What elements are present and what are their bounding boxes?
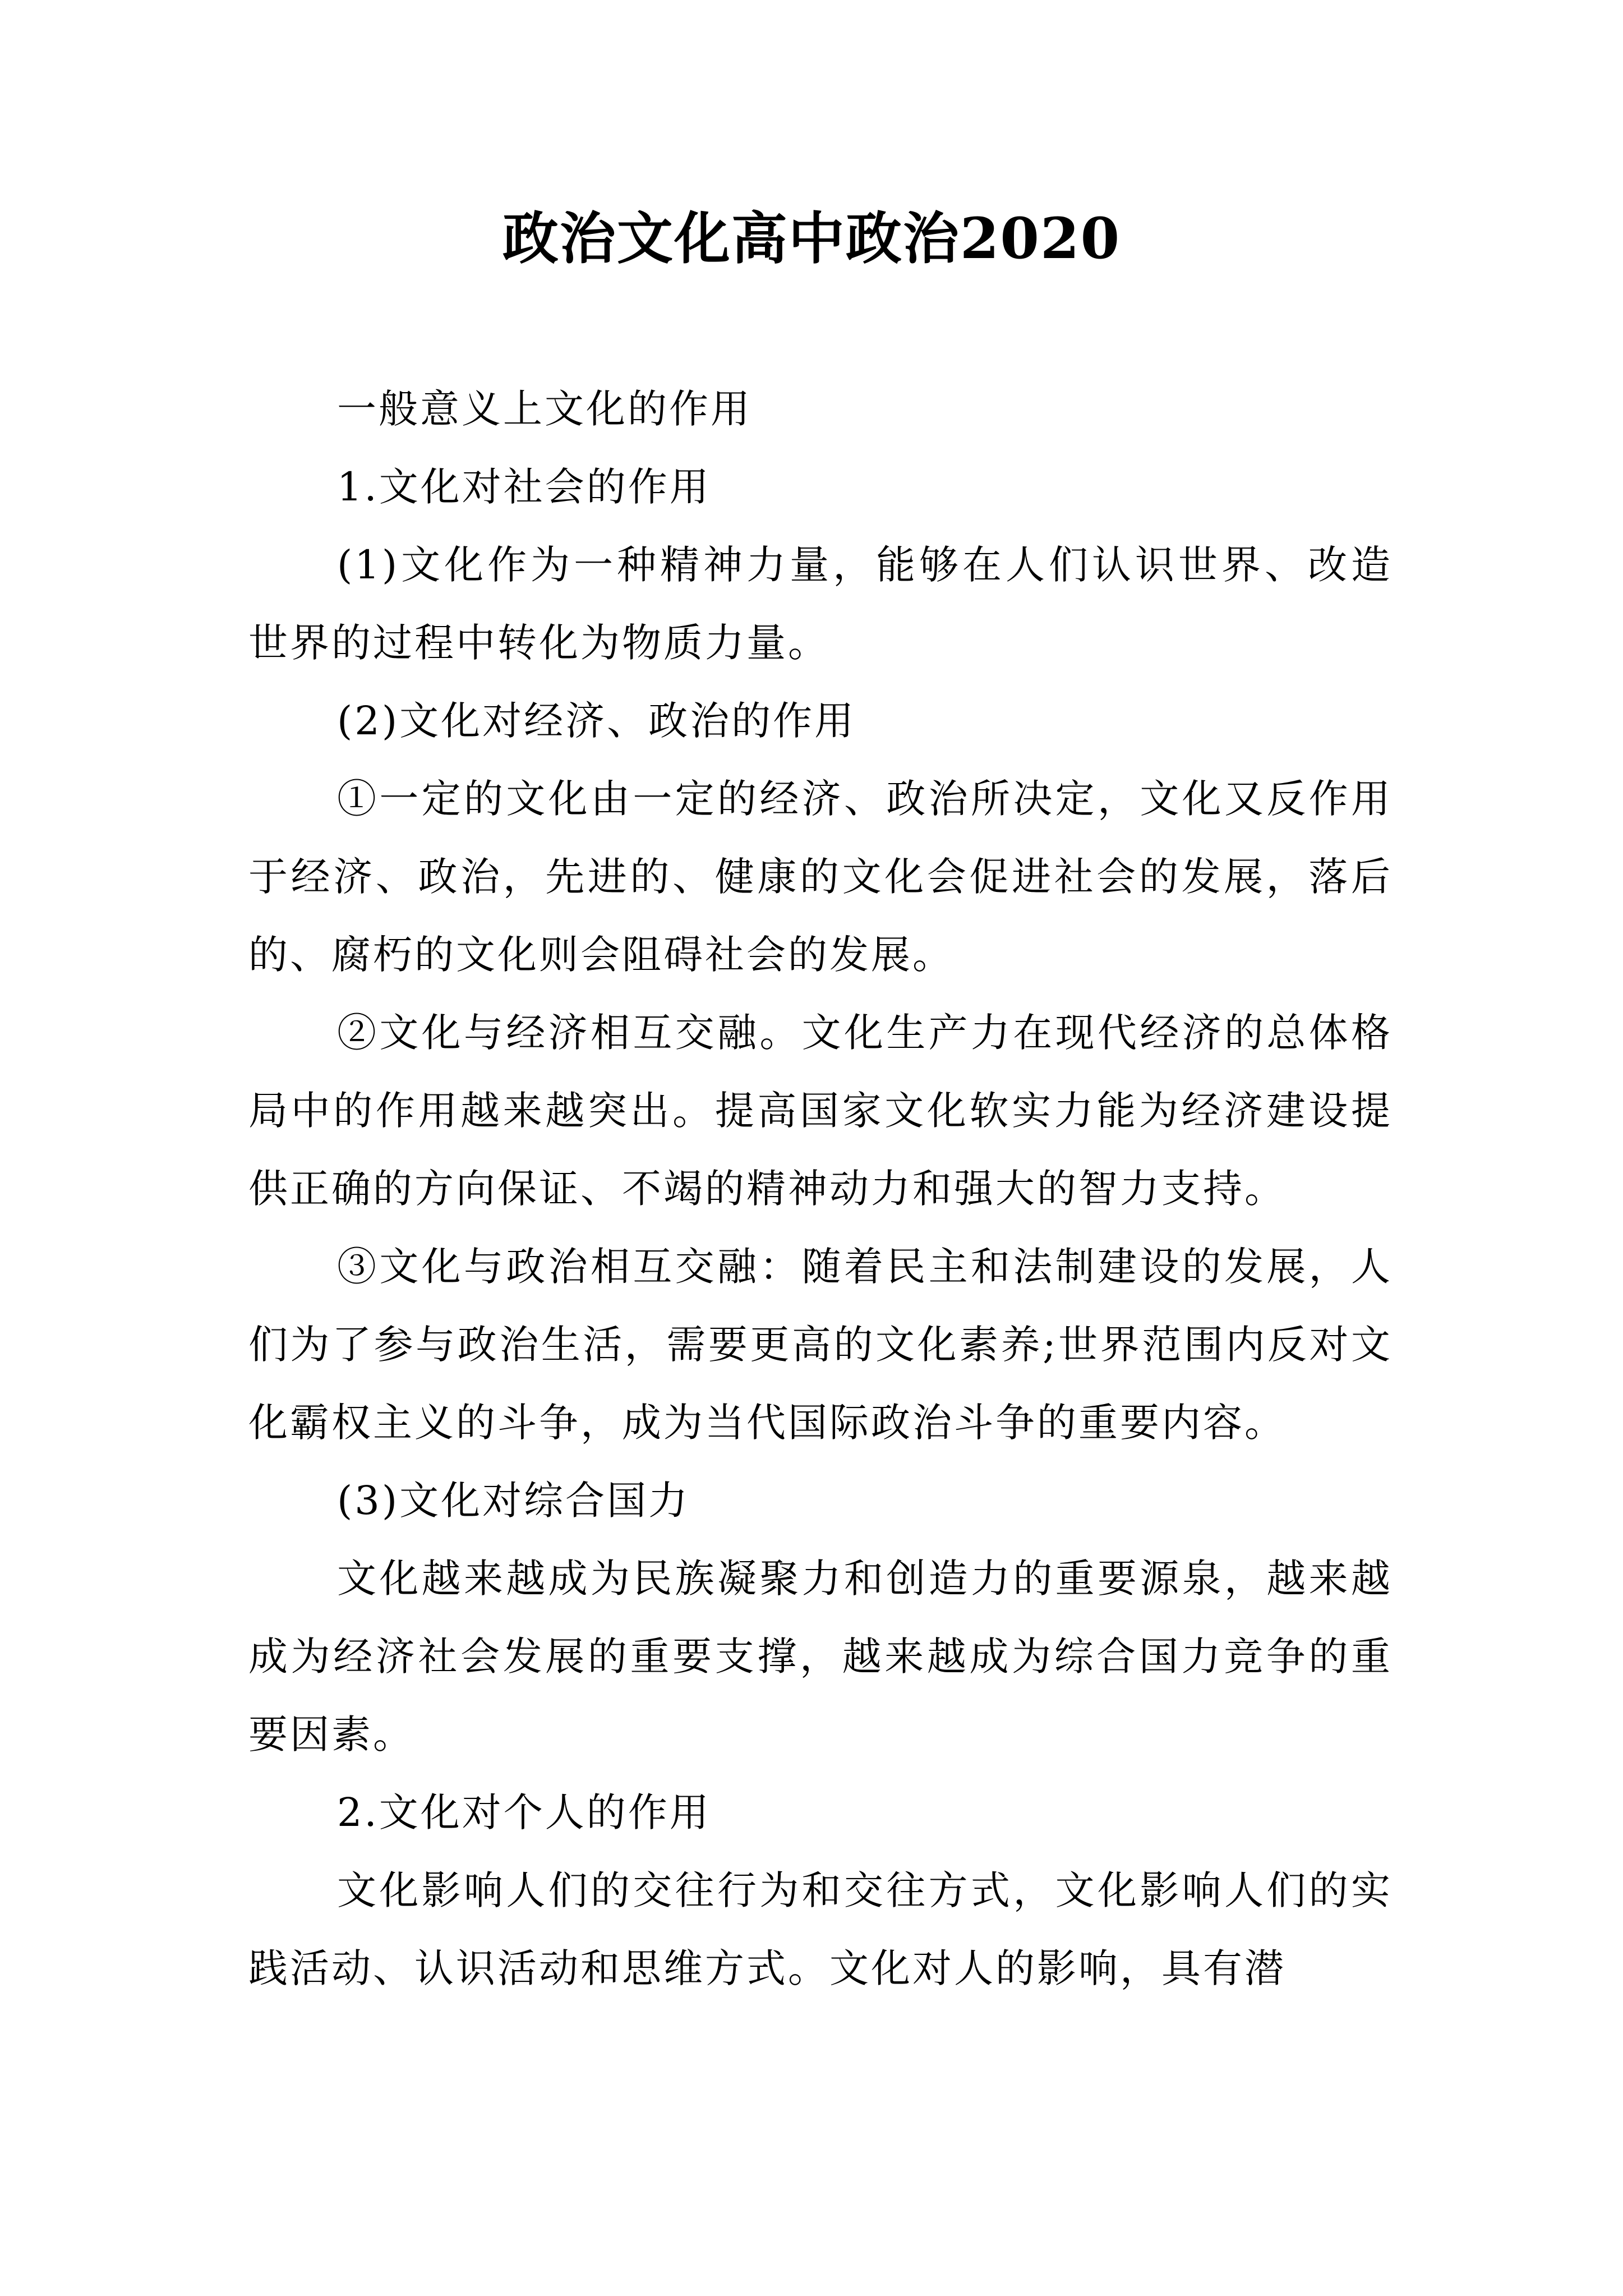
paragraph: 1.文化对社会的作用 (337, 464, 711, 510)
paragraph: ①一定的文化由一定的经济、政治所决定，文化又反作用于经济、政治，先进的、健康的文化会促进社会的发展，落后的、腐朽的文化则会阻碍社会的发展。 (248, 776, 1393, 978)
paragraph: (1)文化作为一种精神力量，能够在人们认识世界、改造世界的过程中转化为物质力量。 (248, 542, 1393, 666)
document-title: 政治文化高中政治2020 (502, 205, 1121, 272)
paragraph: (2)文化对经济、政治的作用 (337, 698, 856, 744)
paragraph: ③文化与政治相互交融：随着民主和法制建设的发展，人们为了参与政治生活，需要更高的文化素养;世界范围内反对文化霸权主义的斗争，成为当代国际政治斗争的重要内容。 (248, 1244, 1393, 1446)
paragraph: 文化影响人们的交往行为和交往方式，文化影响人们的实践活动、认识活动和思维方式。文化对人的影响，具有潜 (248, 1867, 1393, 1991)
paragraph: ②文化与经济相互交融。文化生产力在现代经济的总体格局中的作用越来越突出。提高国家文化软实力能为经济建设提供正确的方向保证、不竭的精神动力和强大的智力支持。 (248, 1010, 1393, 1212)
document-body (248, 370, 1393, 2008)
paragraph: 2.文化对个人的作用 (337, 1789, 711, 1835)
paragraph: 一般意义上文化的作用 (337, 386, 752, 432)
paragraph: (3)文化对综合国力 (337, 1478, 690, 1524)
paragraph: 文化越来越成为民族凝聚力和创造力的重要源泉，越来越成为经济社会发展的重要支撑，越来越成为综合国力竞争的重要因素。 (248, 1556, 1393, 1757)
